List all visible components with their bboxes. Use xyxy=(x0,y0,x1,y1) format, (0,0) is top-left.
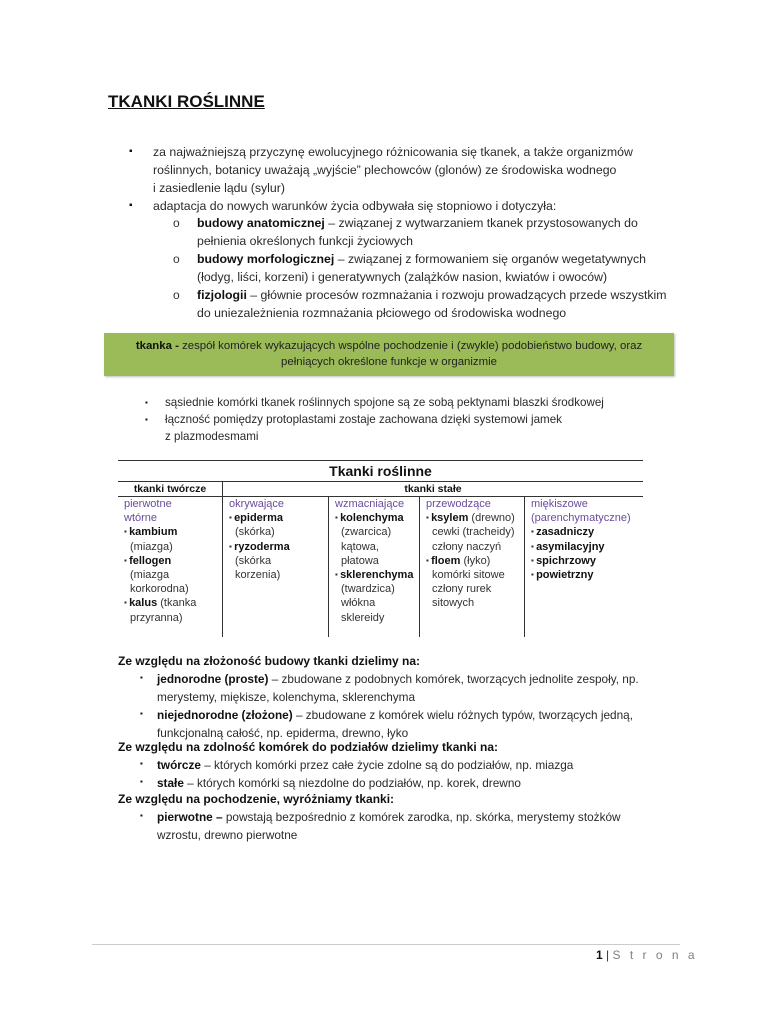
table-column-3: wzmacniające ▪ kolenchyma (zwarcica) kątowa, płatowa ▪ sklerenchyma (twardzica) włókna sklereidy xyxy=(329,497,419,625)
mid-bullet-1: sąsiednie komórki tkanek roślinnych spojone są ze sobą pektynami blaszki środkowej xyxy=(165,396,604,409)
table-cell-line: cewki (tracheidy) xyxy=(432,526,515,539)
bullet-marker: ▪ xyxy=(140,673,143,682)
table-cell-line: (skórka) xyxy=(235,526,275,539)
table-title: Tkanki roślinne xyxy=(118,461,643,482)
table-cell-line: (miazga) xyxy=(130,540,173,553)
section-2-item-1: twórcze – których komórki przez całe życie zdolne są do podziałów, np. miazga xyxy=(157,758,574,772)
table-cell-line: ▪ floem (łyko) xyxy=(426,554,491,567)
table-cell-line: korkorodna) xyxy=(130,583,189,596)
intro-bullet-2: adaptacja do nowych warunków życia odbywała się stopniowo i dotyczyła: xyxy=(153,199,557,213)
section-heading-3: Ze względu na pochodzenie, wyróżniamy tkanki: xyxy=(118,792,395,806)
section-heading-1: Ze względu na złożoność budowy tkanki dzielimy na: xyxy=(118,654,421,668)
cell-bullet-marker: ▪ xyxy=(335,570,341,580)
table-column-1: pierwotne wtórne ▪ kambium (miazga) ▪ fellogen (miazga korkorodna) ▪ kalus (tkanka przyranna) xyxy=(118,497,222,625)
sub-item-1: budowy anatomicznej – związanej z wytwarzaniem tkanek przystosowanych do pełnienia określonych funkcji życiowych xyxy=(197,216,638,248)
bullet-marker: ▪ xyxy=(129,146,133,157)
section-2-item-2: stałe – których komórki są niezdolne do podziałów, np. korek, drewno xyxy=(157,776,521,790)
bullet-marker: ▪ xyxy=(129,200,133,211)
table-cell-line: ▪ ryzoderma xyxy=(229,540,290,553)
section-1-item-1: jednorodne (proste) – zbudowane z podobnych komórek, tworzących jednolite zespoły, np. merystemy, miękisze, kolenchyma, sklerenchyma xyxy=(157,672,639,704)
definition-box xyxy=(104,333,674,376)
table-cell-line: człony naczyń xyxy=(432,540,502,553)
table-column-2: okrywające ▪ epiderma (skórka) ▪ ryzoderma (skórka korzenia) xyxy=(223,497,328,582)
table-cell-line: ▪ zasadniczy xyxy=(531,526,595,539)
table-cell-line: komórki sitowe xyxy=(432,569,505,582)
section-heading-2: Ze względu na zdolność komórek do podziałów dzielimy tkanki na: xyxy=(118,740,499,754)
table-cell-line: korzenia) xyxy=(235,569,281,582)
intro-bullet-1: za najważniejszą przyczynę ewolucyjnego różnicowania się tkanek, a także organizmów roślinnych, botanicy uważają „wyjście” plechowców (glonów) ze środowiska wodnego i zasiedlenie lądu (sylur) xyxy=(153,145,633,195)
table-cell-line: kątowa, xyxy=(341,540,379,553)
table-cell-line: sitowych xyxy=(432,597,475,610)
table-column-5: miękiszowe (parenchymatyczne) ▪ zasadniczy ▪ asymilacyjny ▪ spichrzowy ▪ powietrzny xyxy=(525,497,643,582)
bullet-marker: ▪ xyxy=(145,415,148,424)
table-cell-line: włókna xyxy=(341,597,376,610)
table-cell-line: ▪ kalus (tkanka xyxy=(124,597,197,610)
table-cell-line: ▪ epiderma xyxy=(229,512,283,525)
section-3-item-1: pierwotne – powstają bezpośrednio z komórek zarodka, np. skórka, merystemy stożków wzrostu, drewno pierwotne xyxy=(157,810,621,842)
cell-bullet-marker: ▪ xyxy=(124,598,130,608)
definition-text: tkanka - zespół komórek wykazujących wspólne pochodzenie i (zwykle) podobieństwo budowy, oraz pełniących określone funkcje w organizmie xyxy=(135,340,643,368)
cell-bullet-marker: ▪ xyxy=(124,555,130,565)
table-cell-line: płatowa xyxy=(341,554,379,567)
table-group-right: tkanki stałe xyxy=(223,482,643,497)
cell-bullet-marker: ▪ xyxy=(531,555,537,565)
table-cell-line: (skórka xyxy=(235,554,272,567)
table-cell-line: (miazga xyxy=(130,569,170,582)
cell-bullet-marker: ▪ xyxy=(531,527,537,537)
cell-bullet-marker: ▪ xyxy=(531,570,537,580)
sub-item-2: budowy morfologicznej – związanej z formowaniem się organów wegetatywnych (łodyg, liści, korzeni) i generatywnych (zalążków nasion, kwiatów i owoców) xyxy=(197,252,646,284)
table-cell-line: ▪ ksylem (drewno) xyxy=(426,512,515,525)
tissue-table xyxy=(118,460,643,637)
table-cell-line: ▪ kolenchyma xyxy=(335,512,404,525)
table-cell-line: przyranna) xyxy=(130,611,183,624)
sub-marker: o xyxy=(173,252,180,266)
table-column-4: przewodzące ▪ ksylem (drewno) cewki (tracheidy) człony naczyń ▪ floem (łyko) komórki sitowe człony rurek sitowych xyxy=(420,497,524,611)
bullet-marker: ▪ xyxy=(145,398,148,407)
page-title: TKANKI ROŚLINNE xyxy=(108,92,265,111)
cell-bullet-marker: ▪ xyxy=(335,513,341,523)
footer-divider xyxy=(92,944,680,945)
cell-bullet-marker: ▪ xyxy=(124,527,130,537)
bullet-marker: ▪ xyxy=(140,777,143,786)
cell-bullet-marker: ▪ xyxy=(229,541,235,551)
bullet-marker: ▪ xyxy=(140,709,143,718)
sub-marker: o xyxy=(173,288,180,302)
mid-bullet-2: łączność pomiędzy protoplastami zostaje zachowana dzięki systemowi jamek z plazmodesmami xyxy=(165,413,562,443)
cell-bullet-marker: ▪ xyxy=(426,555,432,565)
table-cell-line: sklereidy xyxy=(341,611,385,624)
sub-item-3: fizjologii – głównie procesów rozmnażania i rozwoju prowadzących przede wszystkim do uniezależnienia rozmnażania płciowego od środowiska wodnego xyxy=(197,288,667,320)
table-cell-line: człony rurek xyxy=(432,583,492,596)
table-cell-line: ▪ asymilacyjny xyxy=(531,540,605,553)
footer-separator: | xyxy=(606,948,610,962)
page-number: 1 xyxy=(596,948,603,962)
cell-bullet-marker: ▪ xyxy=(531,541,537,551)
table-cell-line: (zwarcica) xyxy=(341,526,392,539)
table-cell-line: ▪ powietrzny xyxy=(531,569,594,582)
bullet-marker: ▪ xyxy=(140,811,143,820)
cell-bullet-marker: ▪ xyxy=(426,513,432,523)
sub-marker: o xyxy=(173,216,180,230)
table-cell-line: (twardzica) xyxy=(341,583,395,596)
cell-bullet-marker: ▪ xyxy=(229,513,235,523)
section-1-item-2: niejednorodne (złożone) – zbudowane z komórek wielu różnych typów, tworzących jedną, funkcjonalną całość, np. epiderma, drewno, łyko xyxy=(157,708,633,740)
footer-label: S t r o n a xyxy=(612,948,698,962)
table-cell-line: ▪ kambium xyxy=(124,526,178,539)
table-cell-line: ▪ fellogen xyxy=(124,554,172,567)
page-footer xyxy=(596,948,698,962)
table-group-left: tkanki twórcze xyxy=(118,482,222,497)
table-cell-line: ▪ spichrzowy xyxy=(531,554,596,567)
table-cell-line: ▪ sklerenchyma xyxy=(335,569,414,582)
bullet-marker: ▪ xyxy=(140,759,143,768)
